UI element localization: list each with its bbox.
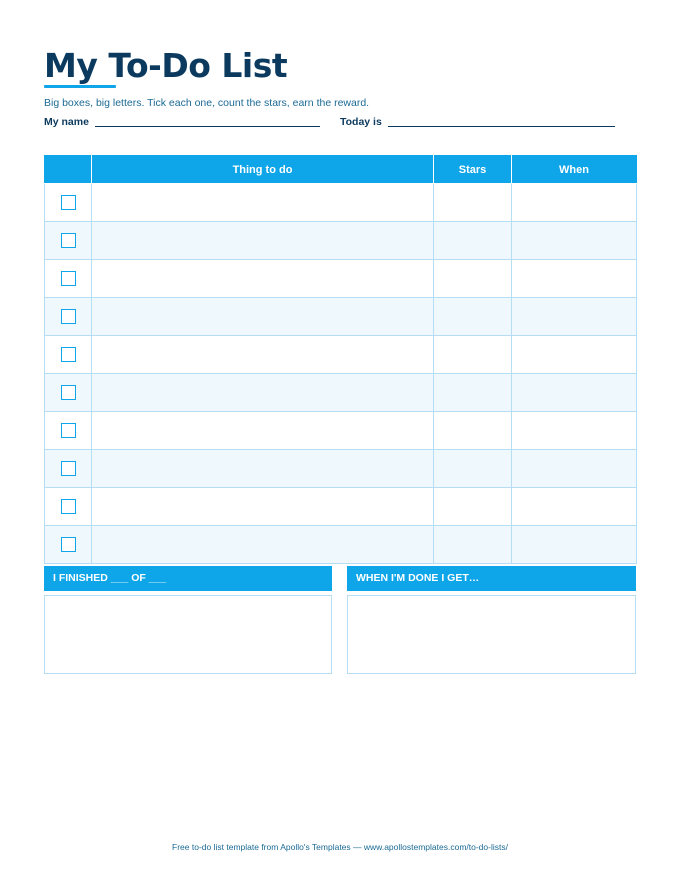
- stars-cell[interactable]: [434, 412, 512, 450]
- check-cell: [45, 488, 92, 526]
- stars-cell[interactable]: [434, 260, 512, 298]
- table-row: [45, 374, 637, 412]
- task-cell[interactable]: [92, 298, 434, 336]
- task-cell[interactable]: [92, 526, 434, 564]
- stars-cell[interactable]: [434, 336, 512, 374]
- task-cell[interactable]: [92, 184, 434, 222]
- table-header-row: [45, 156, 637, 184]
- checkbox[interactable]: [61, 347, 76, 362]
- table-row: [45, 222, 637, 260]
- check-cell: [45, 374, 92, 412]
- when-cell[interactable]: [512, 222, 637, 260]
- task-cell[interactable]: [92, 260, 434, 298]
- reward-panel-box[interactable]: [347, 595, 636, 674]
- table-row: [45, 450, 637, 488]
- today-line-field[interactable]: [388, 126, 615, 127]
- todo-table: [44, 155, 637, 564]
- column-header-when: When: [512, 156, 637, 184]
- checkbox[interactable]: [61, 385, 76, 400]
- check-cell: [45, 336, 92, 374]
- when-cell[interactable]: [512, 184, 637, 222]
- name-label: My name: [44, 116, 89, 128]
- check-cell: [45, 412, 92, 450]
- task-cell[interactable]: [92, 412, 434, 450]
- task-cell[interactable]: [92, 488, 434, 526]
- task-cell[interactable]: [92, 374, 434, 412]
- when-cell[interactable]: [512, 450, 637, 488]
- table-row: [45, 336, 637, 374]
- checkbox[interactable]: [61, 271, 76, 286]
- when-cell[interactable]: [512, 298, 637, 336]
- checkbox[interactable]: [61, 537, 76, 552]
- today-label: Today is: [340, 116, 382, 128]
- check-cell: [45, 526, 92, 564]
- stars-cell[interactable]: [434, 374, 512, 412]
- stars-cell[interactable]: [434, 222, 512, 260]
- stars-cell[interactable]: [434, 298, 512, 336]
- page-title: My To-Do List: [44, 46, 288, 85]
- name-line-field[interactable]: [95, 126, 320, 127]
- when-cell[interactable]: [512, 374, 637, 412]
- when-cell[interactable]: [512, 488, 637, 526]
- column-header-stars: Stars: [434, 156, 512, 184]
- reward-panel-header: WHEN I'M DONE I GET…: [347, 566, 636, 591]
- check-cell: [45, 184, 92, 222]
- stars-cell[interactable]: [434, 184, 512, 222]
- table-row: [45, 184, 637, 222]
- stars-cell[interactable]: [434, 450, 512, 488]
- stars-cell[interactable]: [434, 488, 512, 526]
- task-cell[interactable]: [92, 450, 434, 488]
- when-cell[interactable]: [512, 526, 637, 564]
- column-header-check: [45, 156, 92, 184]
- checkbox[interactable]: [61, 423, 76, 438]
- table-row: [45, 526, 637, 564]
- task-cell[interactable]: [92, 222, 434, 260]
- when-cell[interactable]: [512, 336, 637, 374]
- table-row: [45, 298, 637, 336]
- check-cell: [45, 450, 92, 488]
- stars-cell[interactable]: [434, 526, 512, 564]
- finished-panel-header: I FINISHED ___ OF ___: [44, 566, 332, 591]
- title-underline: [44, 85, 116, 88]
- footer-credit: Free to-do list template from Apollo's Templates — www.apollostemplates.com/to-do-lists/: [172, 842, 508, 852]
- check-cell: [45, 260, 92, 298]
- finished-panel-box[interactable]: [44, 595, 332, 674]
- checkbox[interactable]: [61, 499, 76, 514]
- checkbox[interactable]: [61, 233, 76, 248]
- page-subtitle: Big boxes, big letters. Tick each one, count the stars, earn the reward.: [44, 97, 370, 109]
- when-cell[interactable]: [512, 412, 637, 450]
- table-row: [45, 260, 637, 298]
- table-row: [45, 412, 637, 450]
- check-cell: [45, 222, 92, 260]
- when-cell[interactable]: [512, 260, 637, 298]
- table-row: [45, 488, 637, 526]
- task-cell[interactable]: [92, 336, 434, 374]
- checkbox[interactable]: [61, 195, 76, 210]
- check-cell: [45, 298, 92, 336]
- column-header-thing-to-do: Thing to do: [92, 156, 434, 184]
- checkbox[interactable]: [61, 461, 76, 476]
- checkbox[interactable]: [61, 309, 76, 324]
